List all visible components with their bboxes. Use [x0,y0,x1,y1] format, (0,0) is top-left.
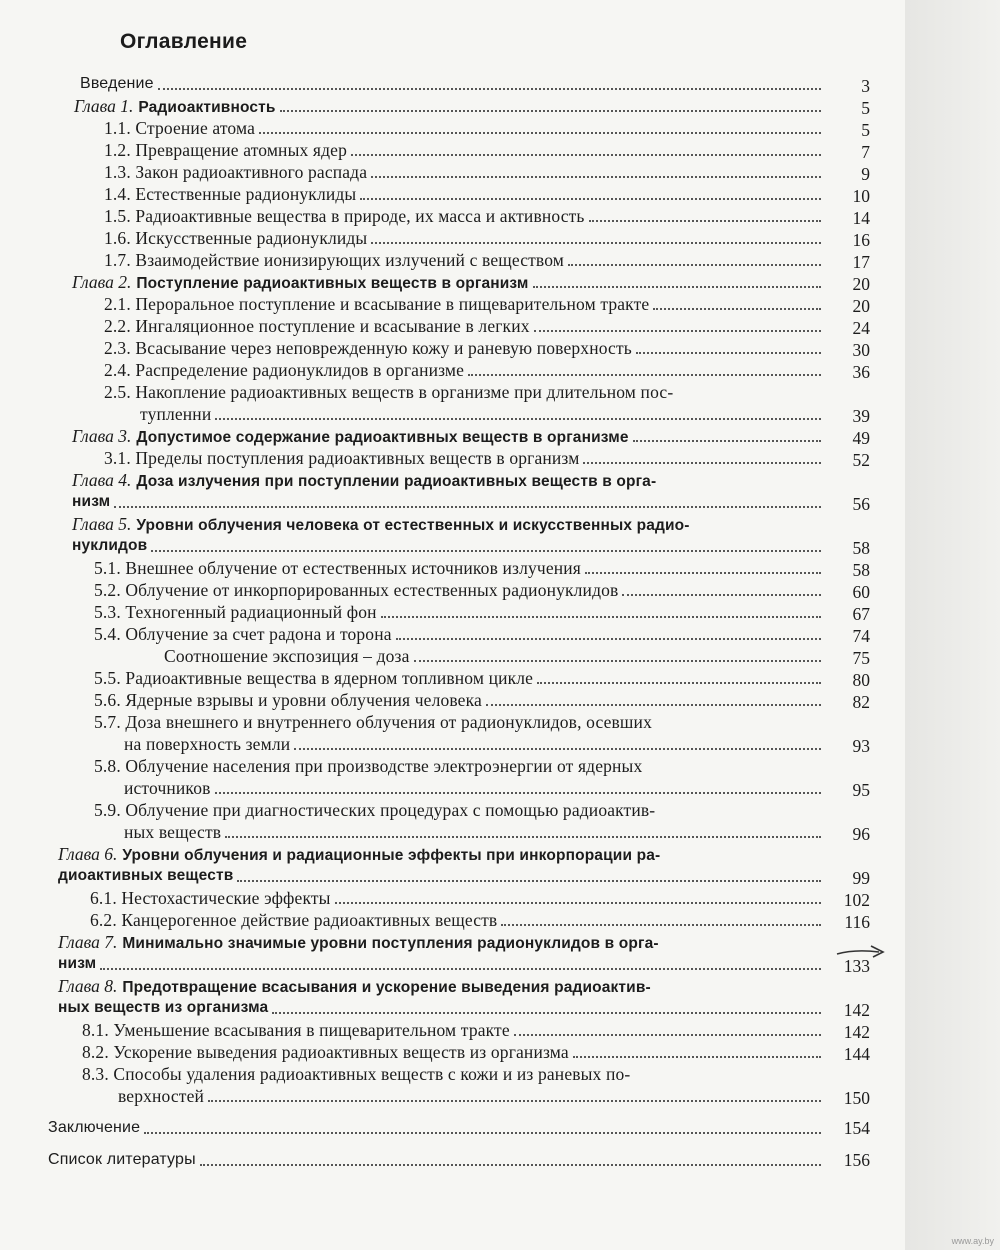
dot-leader [533,286,821,288]
page-number: 10 [852,186,870,206]
entry-title: 1.3. Закон радиоактивного распада [104,162,368,182]
toc-entry [74,95,825,117]
toc-entry [164,645,825,667]
entry-title: 2.3. Всасывание через неповрежденную кожу и раневую поверхность [104,338,632,358]
toc-entry [104,337,825,359]
entry-title: 1.6. Искусственные радионуклиды [104,228,368,248]
dot-leader [585,572,821,574]
toc-entry [72,491,825,513]
entry-title: ных веществ из организма [58,999,269,1016]
entry-title: 8.1. Уменьшение всасывания в пищеварительном тракте [82,1020,510,1040]
dot-leader [272,1012,821,1014]
entry-title: Список литературы [48,1151,196,1168]
dot-leader [351,154,821,156]
entry-title: Предотвращение всасывания и ускорение выведения радиоактив- [122,979,651,996]
toc-entry [104,139,825,161]
toc-entry [82,1063,815,1085]
toc-entry [94,601,825,623]
page-number: 24 [852,318,870,338]
entry-title: 5.9. Облучение при диагностических процедурах с помощью радиоактив- [94,800,656,820]
toc-entry [94,689,825,711]
entry-title: Радиоактивность [138,99,276,116]
entry-title: 5.6. Ядерные взрывы и уровни облучения человека [94,690,482,710]
toc-entry [104,249,825,271]
dot-leader [371,176,821,178]
page-number: 5 [861,98,870,118]
page-number: 116 [844,912,870,932]
toc-entry [80,73,825,95]
toc-entry [94,799,815,821]
chapter-label: Глава 8. [58,976,118,996]
page-number: 150 [843,1088,870,1108]
dot-leader [468,374,821,376]
toc-entry [104,117,825,139]
toc-entry [72,513,815,535]
page-number: 102 [843,890,870,910]
dot-leader [514,1034,821,1036]
entry-title: 2.4. Распределение радионуклидов в организме [104,360,465,380]
page-number: 75 [852,648,870,668]
toc-entry [82,1019,825,1041]
entry-title: 1.2. Превращение атомных ядер [104,140,347,160]
chapter-label: Глава 4. [72,470,132,490]
page-number: 20 [852,274,870,294]
toc-entry [48,1117,825,1139]
page-number: 156 [843,1150,870,1170]
dot-leader [371,242,821,244]
entry-title: низм [58,955,97,972]
entry-title: 6.1. Нестохастические эффекты [90,888,331,908]
page-number: 9 [861,164,870,184]
toc-entry [82,1041,825,1063]
toc-entry [118,1085,825,1107]
page-number: 58 [852,560,870,580]
page-edge [905,0,1000,1250]
toc-entry [140,403,825,425]
entry-title: верхностей [118,1086,205,1106]
entry-title: 5.3. Техногенный радиационный фон [94,602,377,622]
page-number: 30 [852,340,870,360]
toc-entry [58,865,825,887]
dot-leader [280,110,821,112]
entry-title: 2.5. Накопление радиоактивных веществ в организме при длительном пос- [104,382,674,402]
dot-leader [114,506,821,508]
entry-title: ных веществ [124,822,222,842]
entry-title: 1.7. Взаимодействие ионизирующих излучений с веществом [104,250,565,270]
entry-title: Введение [80,75,154,92]
toc-entry [94,579,825,601]
entry-title: Заключение [48,1119,141,1136]
page-number: 56 [852,494,870,514]
chapter-label: Глава 7. [58,932,118,952]
chapter-label: Глава 1. [74,96,134,116]
entry-title: нуклидов [72,537,148,554]
dot-leader [294,748,821,750]
toc-entry [58,953,825,975]
page-number: 3 [861,76,870,96]
chapter-label: Глава 5. [72,514,132,534]
toc-entry [72,271,825,293]
entry-title: 5.1. Внешнее облучение от естественных источников излучения [94,558,581,578]
page-number: 99 [852,868,870,888]
toc-entry [94,755,815,777]
dot-leader [100,968,821,970]
dot-leader [259,132,821,134]
entry-title: 2.1. Пероральное поступление и всасывание в пищеварительном тракте [104,294,650,314]
entry-title: Поступление радиоактивных веществ в организм [136,275,529,292]
dot-leader [151,550,821,552]
page-number: 60 [852,582,870,602]
toc-entry [72,469,815,491]
dot-leader [396,638,821,640]
page-number: 39 [852,406,870,426]
page-number: 142 [843,1000,870,1020]
toc-entry [104,183,825,205]
entry-title: Доза излучения при поступлении радиоактивных веществ в орга- [136,473,657,490]
toc-entry [104,381,815,403]
dot-leader [653,308,821,310]
chapter-label: Глава 6. [58,844,118,864]
dot-leader [360,198,821,200]
entry-title: 5.2. Облучение от инкорпорированных естественных радионуклидов [94,580,619,600]
page-number: 133 [843,956,870,976]
dot-leader [534,330,821,332]
page-number: 16 [852,230,870,250]
entry-title: тупленни [140,404,212,424]
entry-title: Допустимое содержание радиоактивных веществ в организме [136,429,629,446]
page-number: 95 [852,780,870,800]
dot-leader [335,902,821,904]
page-number: 36 [852,362,870,382]
watermark: www.ay.by [951,1236,994,1246]
entry-title: 6.2. Канцерогенное действие радиоактивных веществ [90,910,498,930]
entry-title: 5.8. Облучение населения при производстве электроэнергии от ядерных [94,756,643,776]
toc-entry [104,227,825,249]
dot-leader [414,660,821,662]
toc-entry [72,535,825,557]
toc-entry [124,733,825,755]
entry-title: 8.3. Способы удаления радиоактивных веществ с кожи и из раневых по- [82,1064,631,1084]
toc-entry [90,887,825,909]
toc-entry [90,909,825,931]
page-number: 96 [852,824,870,844]
page-title: Оглавление [120,30,248,53]
entry-title: 2.2. Ингаляционное поступление и всасывание в легких [104,316,530,336]
entry-title: 8.2. Ускорение выведения радиоактивных веществ из организма [82,1042,569,1062]
dot-leader [158,88,821,90]
dot-leader [573,1056,821,1058]
dot-leader [486,704,821,706]
page-number: 20 [852,296,870,316]
toc-entry [58,975,815,997]
page-number: 14 [852,208,870,228]
page-number: 154 [843,1118,870,1138]
entry-title: Уровни облучения и радиационные эффекты при инкорпорации ра- [122,847,661,864]
toc-entry [58,843,815,865]
page-number: 144 [843,1044,870,1064]
dot-leader [636,352,821,354]
entry-title: низм [72,493,111,510]
entry-title: диоактивных веществ [58,867,234,884]
page-number: 5 [861,120,870,140]
toc-entry [48,1149,825,1171]
toc-entry [72,425,825,447]
page-number: 67 [852,604,870,624]
page-number: 7 [861,142,870,162]
toc-entry [104,161,825,183]
page-number: 17 [852,252,870,272]
dot-leader [622,594,821,596]
dot-leader [583,462,821,464]
entry-title: источников [124,778,211,798]
dot-leader [589,220,821,222]
entry-title: Минимально значимые уровни поступления радионуклидов в орга- [122,935,659,952]
toc-entry [58,931,815,953]
entry-title: Уровни облучения человека от естественных и искусственных радио- [136,517,690,534]
dot-leader [237,880,821,882]
toc-entry [104,447,825,469]
entry-title: 5.5. Радиоактивные вещества в ядерном топливном цикле [94,668,534,688]
toc-entry [58,997,825,1019]
dot-leader [200,1164,821,1166]
pen-arrow-mark [835,940,895,962]
entry-title: 1.5. Радиоактивные вещества в природе, их масса и активность [104,206,585,226]
toc-entry [94,557,825,579]
toc-entry [124,777,825,799]
toc-entry [104,315,825,337]
page-number: 49 [852,428,870,448]
dot-leader [568,264,821,266]
toc-entry [124,821,825,843]
page-number: 82 [852,692,870,712]
page-number: 74 [852,626,870,646]
toc-entry [104,205,825,227]
dot-leader [215,418,821,420]
entry-title: Соотношение экспозиция – доза [164,646,410,666]
entry-title: 1.4. Естественные радионуклиды [104,184,357,204]
dot-leader [381,616,821,618]
entry-title: 1.1. Строение атома [104,118,256,138]
toc-entry [94,623,825,645]
page-number: 52 [852,450,870,470]
entry-title: 5.7. Доза внешнего и внутреннего облучения от радионуклидов, осевших [94,712,652,732]
dot-leader [633,440,821,442]
entry-title: на поверхность земли [124,734,291,754]
dot-leader [208,1100,821,1102]
dot-leader [215,792,821,794]
dot-leader [537,682,821,684]
chapter-label: Глава 2. [72,272,132,292]
chapter-label: Глава 3. [72,426,132,446]
entry-title: 3.1. Пределы поступления радиоактивных веществ в организм [104,448,580,468]
toc-entry [104,293,825,315]
page-number: 80 [852,670,870,690]
entry-title: 5.4. Облучение за счет радона и торона [94,624,392,644]
page-number: 142 [843,1022,870,1042]
dot-leader [225,836,821,838]
dot-leader [501,924,821,926]
page-number: 58 [852,538,870,558]
page-number: 93 [852,736,870,756]
dot-leader [144,1132,821,1134]
toc-entry [94,667,825,689]
toc-entry [94,711,815,733]
toc-entry [104,359,825,381]
